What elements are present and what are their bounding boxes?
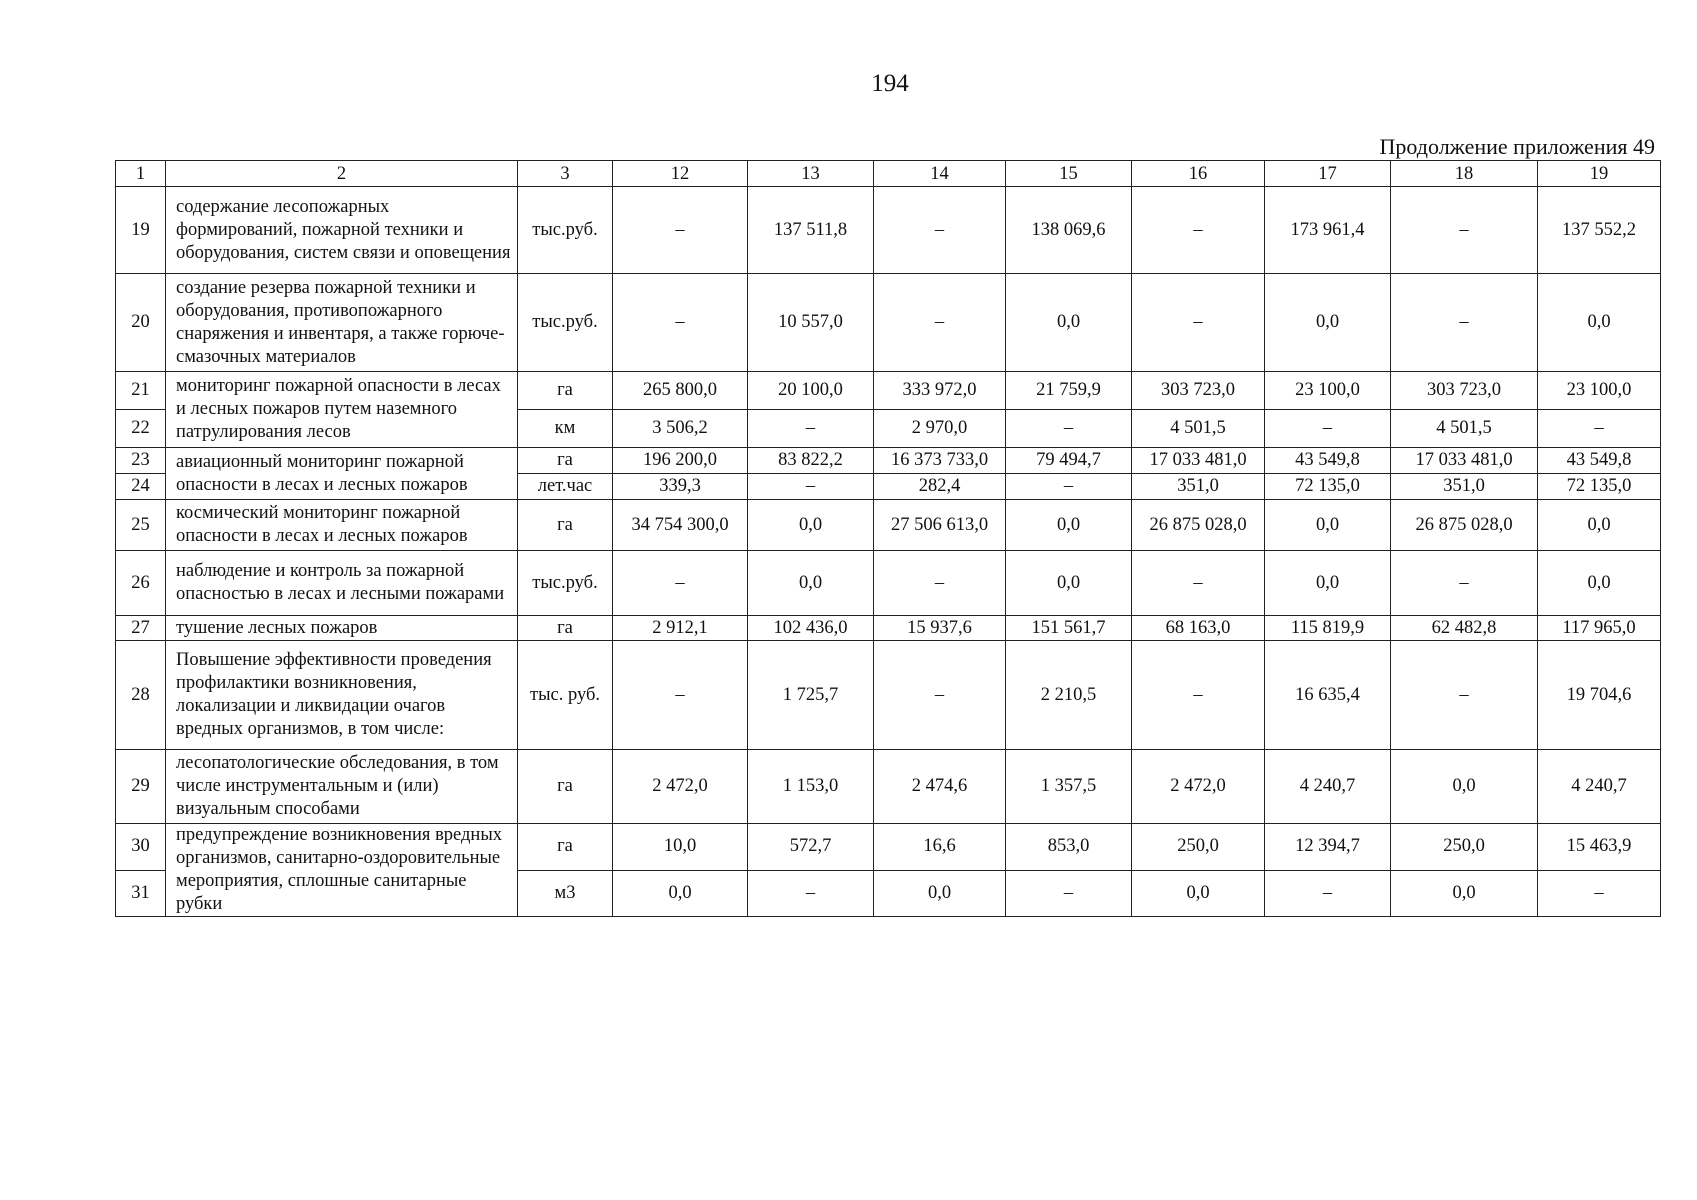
row-unit: га — [518, 616, 613, 641]
row-number: 31 — [116, 870, 166, 917]
row-unit: м3 — [518, 870, 613, 917]
value-cell: 0,0 — [1538, 274, 1661, 372]
value-cell: 15 937,6 — [874, 616, 1006, 641]
value-cell: 21 759,9 — [1006, 372, 1132, 410]
value-cell: 17 033 481,0 — [1391, 448, 1538, 474]
table-row — [116, 551, 1661, 616]
table-row — [116, 274, 1661, 372]
value-cell: – — [1132, 187, 1265, 274]
value-cell: 27 506 613,0 — [874, 500, 1006, 551]
value-cell: 72 135,0 — [1538, 474, 1661, 500]
value-cell: 20 100,0 — [748, 372, 874, 410]
value-cell: 0,0 — [1538, 551, 1661, 616]
value-cell: 4 240,7 — [1265, 750, 1391, 824]
value-cell: – — [874, 641, 1006, 750]
value-cell: 137 511,8 — [748, 187, 874, 274]
row-unit: га — [518, 824, 613, 871]
value-cell: – — [1538, 870, 1661, 917]
value-cell: 265 800,0 — [613, 372, 748, 410]
value-cell: 43 549,8 — [1538, 448, 1661, 474]
value-cell: 2 472,0 — [613, 750, 748, 824]
header-cell: 13 — [748, 161, 874, 187]
value-cell: 2 912,1 — [613, 616, 748, 641]
value-cell: – — [1391, 551, 1538, 616]
row-name: наблюдение и контроль за пожарной опасностью в лесах и лесными пожарами — [166, 551, 518, 616]
row-unit: км — [518, 410, 613, 448]
value-cell: 16,6 — [874, 824, 1006, 871]
row-number: 28 — [116, 641, 166, 750]
value-cell: 1 153,0 — [748, 750, 874, 824]
header-cell: 18 — [1391, 161, 1538, 187]
row-unit: га — [518, 448, 613, 474]
value-cell: – — [1132, 551, 1265, 616]
table-row — [116, 641, 1661, 750]
value-cell: – — [1132, 274, 1265, 372]
value-cell: 4 501,5 — [1132, 410, 1265, 448]
row-number: 22 — [116, 410, 166, 448]
value-cell: – — [1006, 474, 1132, 500]
table-row — [116, 372, 1661, 410]
header-cell: 12 — [613, 161, 748, 187]
value-cell: 250,0 — [1132, 824, 1265, 871]
row-unit: тыс. руб. — [518, 641, 613, 750]
value-cell: – — [874, 187, 1006, 274]
value-cell: 10,0 — [613, 824, 748, 871]
value-cell: 0,0 — [1391, 870, 1538, 917]
value-cell: 0,0 — [1006, 500, 1132, 551]
value-cell: – — [748, 870, 874, 917]
row-number: 30 — [116, 824, 166, 871]
value-cell: – — [874, 274, 1006, 372]
header-cell: 19 — [1538, 161, 1661, 187]
value-cell: 138 069,6 — [1006, 187, 1132, 274]
value-cell: – — [1391, 641, 1538, 750]
value-cell: – — [613, 551, 748, 616]
value-cell: 173 961,4 — [1265, 187, 1391, 274]
value-cell: 19 704,6 — [1538, 641, 1661, 750]
value-cell: 16 373 733,0 — [874, 448, 1006, 474]
value-cell: 303 723,0 — [1391, 372, 1538, 410]
header-cell: 16 — [1132, 161, 1265, 187]
value-cell: 572,7 — [748, 824, 874, 871]
continuation-label: Продолжение приложения 49 — [1379, 134, 1655, 159]
value-cell: 4 501,5 — [1391, 410, 1538, 448]
value-cell: 17 033 481,0 — [1132, 448, 1265, 474]
value-cell: – — [1538, 410, 1661, 448]
value-cell: 0,0 — [1538, 500, 1661, 551]
value-cell: – — [748, 474, 874, 500]
value-cell: 62 482,8 — [1391, 616, 1538, 641]
row-number: 26 — [116, 551, 166, 616]
row-number: 27 — [116, 616, 166, 641]
value-cell: 16 635,4 — [1265, 641, 1391, 750]
page-number: 194 — [871, 70, 909, 97]
row-number: 25 — [116, 500, 166, 551]
value-cell: 34 754 300,0 — [613, 500, 748, 551]
value-cell: 0,0 — [748, 551, 874, 616]
value-cell: 4 240,7 — [1538, 750, 1661, 824]
value-cell: 23 100,0 — [1538, 372, 1661, 410]
value-cell: – — [1391, 274, 1538, 372]
row-name: лесопатологические обследования, в том числе инструментальным и (или) визуальным способами — [166, 750, 518, 824]
row-name: Повышение эффективности проведения профилактики возникновения, локализации и ликвидации очагов вредных организмов, в том числе: — [166, 641, 518, 750]
row-unit: га — [518, 372, 613, 410]
row-unit: тыс.руб. — [518, 187, 613, 274]
value-cell: 2 472,0 — [1132, 750, 1265, 824]
value-cell: 853,0 — [1006, 824, 1132, 871]
value-cell: – — [613, 641, 748, 750]
table-row — [116, 448, 1661, 474]
row-number: 24 — [116, 474, 166, 500]
table-row — [116, 750, 1661, 824]
value-cell: 79 494,7 — [1006, 448, 1132, 474]
value-cell: – — [1391, 187, 1538, 274]
value-cell: 83 822,2 — [748, 448, 874, 474]
row-unit: тыс.руб. — [518, 274, 613, 372]
row-name: предупреждение возникновения вредных организмов, санитарно-оздоровительные мероприятия, сплошные санитарные рубки — [166, 824, 518, 917]
row-number: 23 — [116, 448, 166, 474]
row-unit: га — [518, 500, 613, 551]
value-cell: 0,0 — [1265, 274, 1391, 372]
value-cell: 115 819,9 — [1265, 616, 1391, 641]
value-cell: 23 100,0 — [1265, 372, 1391, 410]
value-cell: 1 725,7 — [748, 641, 874, 750]
value-cell: 2 474,6 — [874, 750, 1006, 824]
value-cell: 0,0 — [874, 870, 1006, 917]
header-cell: 3 — [518, 161, 613, 187]
row-number: 21 — [116, 372, 166, 410]
value-cell: 102 436,0 — [748, 616, 874, 641]
value-cell: 2 210,5 — [1006, 641, 1132, 750]
header-cell: 17 — [1265, 161, 1391, 187]
value-cell: 10 557,0 — [748, 274, 874, 372]
value-cell: 151 561,7 — [1006, 616, 1132, 641]
value-cell: 282,4 — [874, 474, 1006, 500]
value-cell: 303 723,0 — [1132, 372, 1265, 410]
value-cell: 43 549,8 — [1265, 448, 1391, 474]
row-name: создание резерва пожарной техники и оборудования, противопожарного снаряжения и инвентаря, а также горюче-смазочных материалов — [166, 274, 518, 372]
header-row — [116, 161, 1661, 187]
value-cell: 0,0 — [1391, 750, 1538, 824]
value-cell: 0,0 — [613, 870, 748, 917]
header-cell: 14 — [874, 161, 1006, 187]
table-row — [116, 616, 1661, 641]
value-cell: – — [1265, 410, 1391, 448]
row-number: 20 — [116, 274, 166, 372]
value-cell: – — [1006, 870, 1132, 917]
value-cell: 137 552,2 — [1538, 187, 1661, 274]
value-cell: – — [1132, 641, 1265, 750]
table-row — [116, 824, 1661, 871]
value-cell: – — [1265, 870, 1391, 917]
table-row — [116, 500, 1661, 551]
value-cell: 0,0 — [1265, 551, 1391, 616]
value-cell: 0,0 — [1265, 500, 1391, 551]
row-name: содержание лесопожарных формирований, пожарной техники и оборудования, систем связи и оповещения — [166, 187, 518, 274]
value-cell: – — [613, 187, 748, 274]
header-cell: 1 — [116, 161, 166, 187]
value-cell: – — [874, 551, 1006, 616]
row-name: мониторинг пожарной опасности в лесах и лесных пожаров путем наземного патрулирования лесов — [166, 372, 518, 448]
row-name: авиационный мониторинг пожарной опасности в лесах и лесных пожаров — [166, 448, 518, 500]
value-cell: 68 163,0 — [1132, 616, 1265, 641]
row-number: 29 — [116, 750, 166, 824]
value-cell: 26 875 028,0 — [1132, 500, 1265, 551]
table-row — [116, 187, 1661, 274]
value-cell: 2 970,0 — [874, 410, 1006, 448]
data-table — [115, 160, 1661, 917]
value-cell: – — [1006, 410, 1132, 448]
value-cell: 26 875 028,0 — [1391, 500, 1538, 551]
row-unit: лет.час — [518, 474, 613, 500]
value-cell: 15 463,9 — [1538, 824, 1661, 871]
value-cell: 72 135,0 — [1265, 474, 1391, 500]
value-cell: 351,0 — [1391, 474, 1538, 500]
value-cell: – — [748, 410, 874, 448]
value-cell: 250,0 — [1391, 824, 1538, 871]
header-cell: 15 — [1006, 161, 1132, 187]
value-cell: 0,0 — [748, 500, 874, 551]
value-cell: 339,3 — [613, 474, 748, 500]
row-name: космический мониторинг пожарной опасности в лесах и лесных пожаров — [166, 500, 518, 551]
row-number: 19 — [116, 187, 166, 274]
value-cell: 0,0 — [1132, 870, 1265, 917]
value-cell: 196 200,0 — [613, 448, 748, 474]
value-cell: 12 394,7 — [1265, 824, 1391, 871]
value-cell: 333 972,0 — [874, 372, 1006, 410]
value-cell: – — [613, 274, 748, 372]
row-unit: тыс.руб. — [518, 551, 613, 616]
value-cell: 0,0 — [1006, 551, 1132, 616]
value-cell: 3 506,2 — [613, 410, 748, 448]
row-name: тушение лесных пожаров — [166, 616, 518, 641]
value-cell: 0,0 — [1006, 274, 1132, 372]
value-cell: 1 357,5 — [1006, 750, 1132, 824]
value-cell: 117 965,0 — [1538, 616, 1661, 641]
value-cell: 351,0 — [1132, 474, 1265, 500]
header-cell: 2 — [166, 161, 518, 187]
row-unit: га — [518, 750, 613, 824]
